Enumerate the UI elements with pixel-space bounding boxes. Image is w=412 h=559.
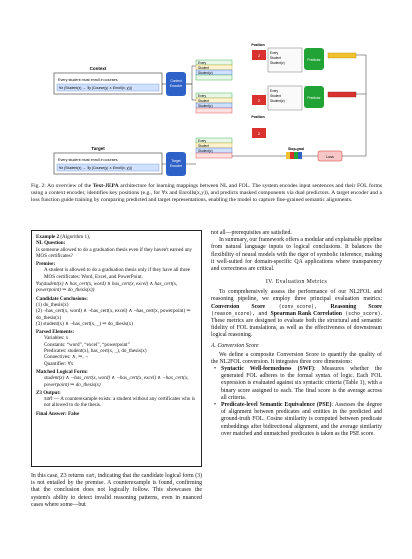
bottom-token-stack [196, 93, 232, 113]
svg-text:Student(z): Student(z) [198, 104, 213, 108]
svg-text:2: 2 [257, 53, 261, 58]
top-token-stack [196, 60, 232, 80]
context-text-nl: Every student must enroll in courses. [58, 78, 119, 82]
svg-text:Every: Every [198, 139, 207, 143]
svg-text:Position: Position [251, 43, 265, 47]
svg-text:Loss: Loss [326, 155, 334, 159]
svg-text:Student: Student [270, 56, 281, 60]
context-label: Context [89, 66, 107, 71]
svg-text:Student(z): Student(z) [270, 99, 285, 103]
section-heading: IV. Evaluation Metrics [265, 279, 328, 286]
svg-text:Predictor: Predictor [307, 96, 321, 100]
svg-text:Student(z): Student(z) [198, 71, 213, 75]
svg-text:Student: Student [198, 99, 209, 103]
svg-text:Encoder: Encoder [169, 84, 183, 88]
svg-text:Predictor: Predictor [307, 58, 321, 62]
context-text-fol: ∀z (Student(z) → ∃y (Course(y) ∧ Enroll(x, y))) [59, 86, 132, 90]
metrics-paragraph: To comprehensively assess the performance of our NL2FOL and reasoning pipeline, we employ three principal evaluation metrics: Conversion Score (conv_score), Reasoning Score (reason_score), and Spearman Rank Correlation (scho_score). These metrics are designed to evaluate both the structural and semantic fidelity of FOL translations, as well as the effectiveness of downstream logical reasoning. [211, 289, 383, 339]
svg-text:Every: Every [270, 51, 279, 55]
svg-text:Target: Target [171, 159, 181, 163]
svg-text:2: 2 [257, 98, 261, 103]
svg-text:Student: Student [198, 66, 209, 70]
svg-text:Student(z): Student(z) [270, 61, 285, 65]
svg-text:Encoder: Encoder [169, 164, 183, 168]
architecture-figure [0, 0, 412, 182]
svg-text:2: 2 [257, 131, 261, 136]
target-label: Target [91, 146, 105, 151]
target-token-stack [196, 138, 232, 158]
right-column: not all—prerequisites are satisfied. In summary, our framework offers a modular and explainable pipeline from natural language inputs to logical conclusions. It balances the flexibility of neural models with the rigor of symbolic inference, making it well-suited for domain-specific QA applications where transparency and correctness are critical. IV. Evaluation Metrics To comprehensively assess the performance of our NL2FOL and reasoning pipeline, we employ three principal evaluation metrics: Conversion Score (conv_score), Reasoning Score (reason_score), and Spearman Rank Correlation (scho_score). These metrics are designed to evaluate both the structural and semantic fidelity of FOL translations, as well as the effectiveness of downstream logical reasoning. A. Conversion Score We define a composite Conversion Score to quantify the quality of the NL2FOL conversion. It integrates three core dimensions: • Syntactic Well-formedness (SWF): Measures whether the generated FOL adheres to the formal syntax of logic. Each FOL expression is evaluated against six syntactic criteria (Table 1), with a binary score assigned to each. The final score is the average across all criteria. • Predicate-level Semantic Equivalence (PSE): Assesses the degree of alignment between predicates and entities in the predicted and ground-truth FOL. Cosine similarity is computed between predicate embeddings after bidirectional alignment, and the average similarity over matched and unmatched predicates is taken as the PSE score. [211, 230, 382, 438]
svg-text:Context: Context [170, 79, 182, 83]
svg-text:Every: Every [270, 89, 279, 93]
left-column [31, 230, 202, 509]
example-box: Example 2 (Algorithm 1), NL Question: Is someone allowed to do a graduation thesis even if they haven't earned any MOS certificates? Premise: A student is allowed to do a graduation thesis only if they have all three MOS certificates: Word, Excel, and PowerPoint. ∀x(student(x) ∧ has_cert(x, word) ∧ has_cert(x, excel) ∧ has_cert(x, powerpoint) ⇒ do_thesis(x)) Candidate Conclusions: (1) do_thesis(x) (2) ¬has_cert(x, word) ∧ ¬has_cert(x, excel) ∧ ¬has_cert(x, powerpoint) ⇒ do_thesis(x) (3) student(x) ∧ ¬has_cert(x, _) ⇒ do_thesis(x) Parsed Elements: Variables: x Constants: “word”, “excel”, “powerpoint” Predicates: student(x), has_cert(x, _), do_thesis(x) Connectives: ∧, ⇒, ¬ Quantifier: ∀x Matched Logical Form: student(x) ∧ ¬has_cert(x, word) ∧ ¬has_cert(x, excel) ∧ ¬has_cert(x, powerpoint) ⇒ do_thesis(x) Z3 Output: sat — A counterexample exists: a student without any certificates who is not allowed to do the thesis. Final Answer: False [31, 230, 202, 467]
stop-grad-label: Stop-grad [287, 147, 305, 151]
svg-text:Every: Every [198, 94, 207, 98]
bullet-swf: • Syntactic Well-formedness (SWF): Measures whether the generated FOL adheres to the formal syntax of logic. Each FOL expression is evaluated against six syntactic criteria (Table 1), with a binary score assigned to each. The final score is the average across all criteria. [211, 366, 382, 402]
svg-text:Student: Student [198, 144, 209, 148]
target-text-nl: Every student must enroll in courses. [58, 158, 119, 162]
subsection-heading: A. Conversion Score [211, 342, 259, 349]
figure-caption: Fig. 2: An overview of the Text-JEPA architecture for learning mappings between NL and FOL. The system encodes input sentences and their FOL forms using a context encoder, identifies key positions (e.g., for ∀x and Enrolls(x,y)), and predicts masked components via dual predictors. A target encoder and a loss function guide training by comparing predicted and target representations, enabling the model to capture fine-grained semantic alignments. [31, 183, 382, 204]
target-text-fol: ∀z (Student(z) → ∃y (Course(y) ∧ Enroll(x, y))) [59, 166, 132, 170]
svg-text:Student: Student [270, 94, 281, 98]
bullet-pse: • Predicate-level Semantic Equivalence (PSE): Assesses the degree of alignment between predicates and entities in the predicted and ground-truth FOL. Cosine similarity is computed between predicate embeddings after bidirectional alignment, and the average similarity over matched and unmatched predicates is taken as the PSE score. [211, 402, 382, 438]
svg-text:Position: Position [251, 115, 265, 119]
left-paragraph: In this case, Z3 returns sat, indicating that the candidate logical form (3) is not entailed by the premise. A counterexample is found, confirming that the conclusion does not logically follow. This showcases the system's ability to detect invalid reasoning patterns, even in nuanced cases where some—but [31, 473, 202, 508]
svg-text:Student(z): Student(z) [198, 149, 213, 153]
caption-title: Text-JEPA [92, 183, 119, 189]
svg-text:Every: Every [198, 61, 207, 65]
